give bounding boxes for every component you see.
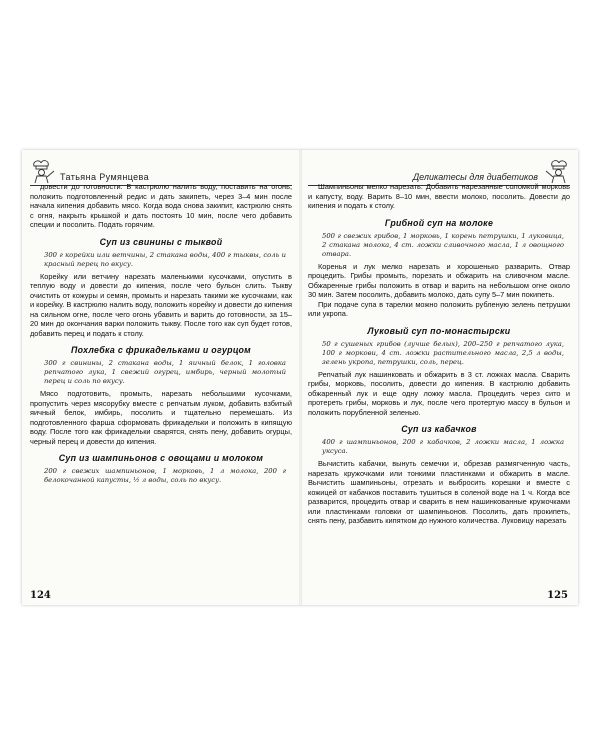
book-gutter [299,150,302,605]
right-page [308,150,570,605]
paragraph: При подаче супа в тарелки можно положить рубленую зелень петрушки или укропа. [308,299,570,318]
recipe-title: Похлебка с фрикадельками и огурцом [71,345,251,355]
book-title: Деликатесы для диабетиков [412,172,538,182]
ingredients-list: 500 г свежих грибов, 1 морковь, 1 корень петрушки, 1 луковица, 2 стакана молока, 4 ст. ложки сливочного масла, 1 л овощного отвара. [322,231,564,258]
recipe-title: Грибной суп на молоке [384,217,494,228]
ingredients-list: 400 г шампиньонов, 200 г кабачков, 2 ложки масла, 1 ложка уксуса. [322,438,564,455]
author-name: Татьяна Румянцева [60,172,150,182]
paragraph: Корейку или ветчину нарезать маленькими кусочками, опустить в теплую воду и довести до кипения, после чего бульон слить. Тыкву очистить от кожуры и семян, промыть и нарезать такими же кусочками, как и корейку. В кастрюлю налить воду, положить корейку и довести до кипения на сильном огне, после чего огонь убавить и варить до готовности, за 15–20 мин до окончания варки положить тыкву. После того как суп будет готов, добавить перец и подать к столу. [30,271,292,338]
paragraph: довести до готовности. В кастрюлю налить воду, поставить на огонь, положить подготовленный редис и дать закипеть, через 3–4 мин после начала кипения добавить мясо. Когда вода снова закипит, кастрюлю снять с огня, накрыть крышкой и дать постоять 10 мин, после чего добавить специи и посолить. Подать горячим. [30,182,292,229]
paragraph: Шампиньоны мелко нарезать. Добавить нарезанные соломкой морковь и капусту, воду. Варить 8–10 мин, ввести молоко, посолить. Довести до кипения и подать к столу. [308,182,570,210]
paragraph: Мясо подготовить, промыть, нарезать небольшими кусочками, пропустить через мясорубку вместе с репчатым луком, добавить взбитый яичный белок, имбирь, посолить и тщательно перемешать. Из подготовленного фарша сформовать фрикадельки и положить в кипящую воду. После того как фрикадельки сварятся, снять пену, добавить огурцы, черный перец и довести до кипения. [30,389,292,446]
recipe-title: Суп из кабачков [401,424,477,434]
chef-icon [544,158,570,184]
recipe-title: Луковый суп по-монастырски [367,325,511,336]
ingredients-list: 200 г свежих шампиньонов, 1 морковь, 1 л молока, 200 г белокочанной капусты, ½ л воды, соль по вкусу. [44,467,286,484]
chef-icon [30,158,56,184]
paragraph: Коренья и лук мелко нарезать и хорошенько разварить. Отвар процедить. Грибы промыть, порезать и обжарить на сливочном масле. Обжаренные грибы положить в отвар и варить на небольшом огне около 30 мин. Затем посолить, добавить молоко, дать супу 5–7 мин покипеть. [308,261,570,299]
page-body [308,182,570,587]
ingredients-list: 300 г корейки или ветчины, 2 стакана воды, 400 г тыквы, соль и красный перец по вкусу. [44,250,286,268]
recipe-title: Суп из шампиньонов с овощами и молоком [58,453,264,463]
recipe-title: Суп из свинины с тыквой [99,236,223,247]
paragraph: Вычистить кабачки, вынуть семечки и, обрезав размягченную часть, нарезать кружочками или тонкими пластинками и обжарить в масле. Вычистить шампиньоны, отрезать и выбросить корешки и вместе с кожицей от кабачков поставить тушиться в соленой воде на 1 ч. Когда все разварится, процедить отвар и сварить в нем нашинкованные кружочками или пластинками головки от шампиньонов. Посолить, дать прокипеть, снять пену, разбавить кипятком до нужного количества. Луковицу нарезать [308,459,570,525]
ingredients-list: 50 г сушеных грибов (лучше белых), 200–250 г репчатого лука, 100 г моркови, 4 ст. ложки растительного масла, 2,5 л воды, зелень укропа, петрушки, соль, перец. [322,339,564,366]
paragraph: Репчатый лук нашинковать и обжарить в 3 ст. ложках масла. Сварить грибы, морковь, посолить, довести до кипения. В кастрюлю добавить обжаренный лук и еще одну ложку масла. Процедить через сито и протереть грибы, морковь и лук, после чего протертую массу в бульон и положить порубленной зеленью. [308,369,570,417]
page-number: 125 [547,590,568,601]
page-number: 124 [30,590,51,601]
ingredients-list: 300 г свинины, 2 стакана воды, 1 яичный белок, 1 головка репчатого лука, 1 свежий огурец, имбирь, черный молотый перец и соль по вкусу. [44,359,286,385]
page-body [30,182,292,587]
left-page [30,150,292,605]
book-spread [22,150,578,605]
